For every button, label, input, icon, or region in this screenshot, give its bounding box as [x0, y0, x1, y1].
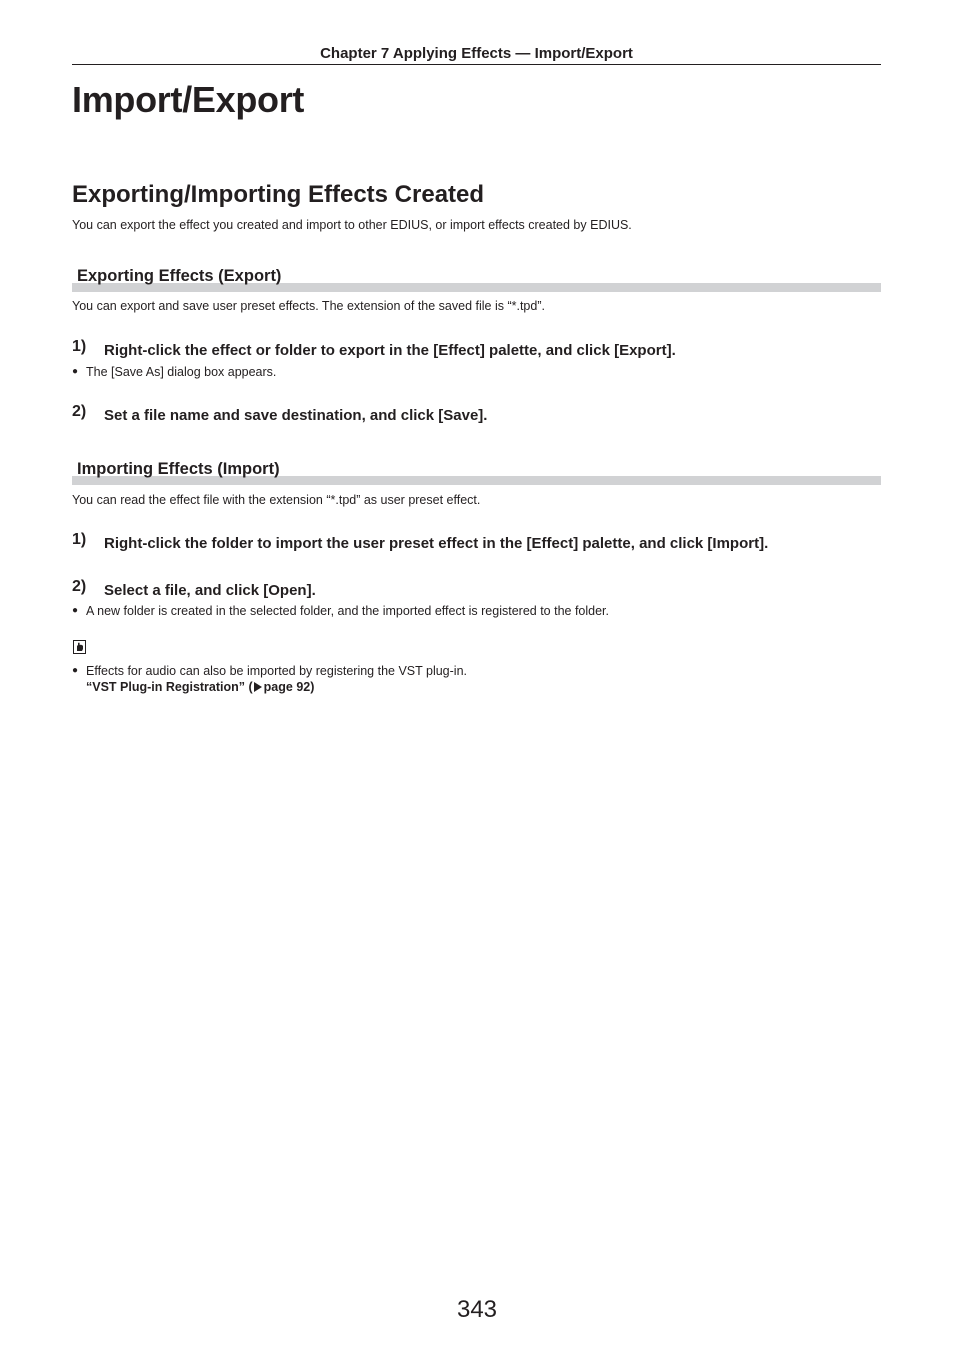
step-number: 1)	[72, 338, 87, 355]
step-number: 2)	[72, 578, 87, 595]
import-step-1	[72, 531, 881, 555]
subheading-import-label: Importing Effects (Import)	[77, 460, 280, 478]
bullet-icon: ●	[72, 366, 79, 377]
subheading-import	[72, 459, 881, 485]
xref-page: page 92)	[263, 680, 315, 694]
export-step-2	[72, 403, 881, 427]
page-title: Import/Export	[72, 79, 305, 120]
import-step-2	[72, 578, 881, 602]
bullet-text: Effects for audio can also be imported by registering the VST plug-in.	[86, 664, 467, 678]
running-header: Chapter 7 Applying Effects — Import/Export	[320, 45, 633, 62]
step-text: Right-click the folder to import the user preset effect in the [Effect] palette, and click [Import].	[104, 535, 769, 552]
note-icon	[73, 640, 86, 654]
step-text: Set a file name and save destination, and click [Save].	[104, 407, 488, 424]
bullet-icon: ●	[72, 605, 79, 616]
step-text: Right-click the effect or folder to export in the [Effect] palette, and click [Export].	[104, 342, 676, 359]
step-text: Select a file, and click [Open].	[104, 582, 316, 599]
cross-reference-link[interactable]	[86, 679, 314, 695]
page-number: 343	[456, 1296, 498, 1323]
header-rule	[72, 64, 881, 65]
xref-title: “VST Plug-in Registration” (	[86, 680, 253, 694]
export-description: You can export and save user preset effects. The extension of the saved file is “*.tpd”.	[72, 299, 545, 313]
bullet-text: A new folder is created in the selected folder, and the imported effect is registered to the folder.	[86, 604, 609, 618]
play-arrow-icon	[254, 682, 262, 692]
bullet-icon: ●	[72, 665, 79, 676]
subheading-export-label: Exporting Effects (Export)	[77, 267, 282, 285]
section-intro: You can export the effect you created and import to other EDIUS, or import effects created by EDIUS.	[72, 218, 632, 232]
import-description: You can read the effect file with the extension “*.tpd” as user preset effect.	[72, 493, 481, 507]
step-number: 1)	[72, 531, 87, 548]
subheading-export	[72, 266, 881, 292]
export-step-1	[72, 338, 881, 362]
bullet-text: The [Save As] dialog box appears.	[86, 365, 277, 379]
section-title: Exporting/Importing Effects Created	[72, 181, 485, 208]
step-number: 2)	[72, 403, 87, 420]
